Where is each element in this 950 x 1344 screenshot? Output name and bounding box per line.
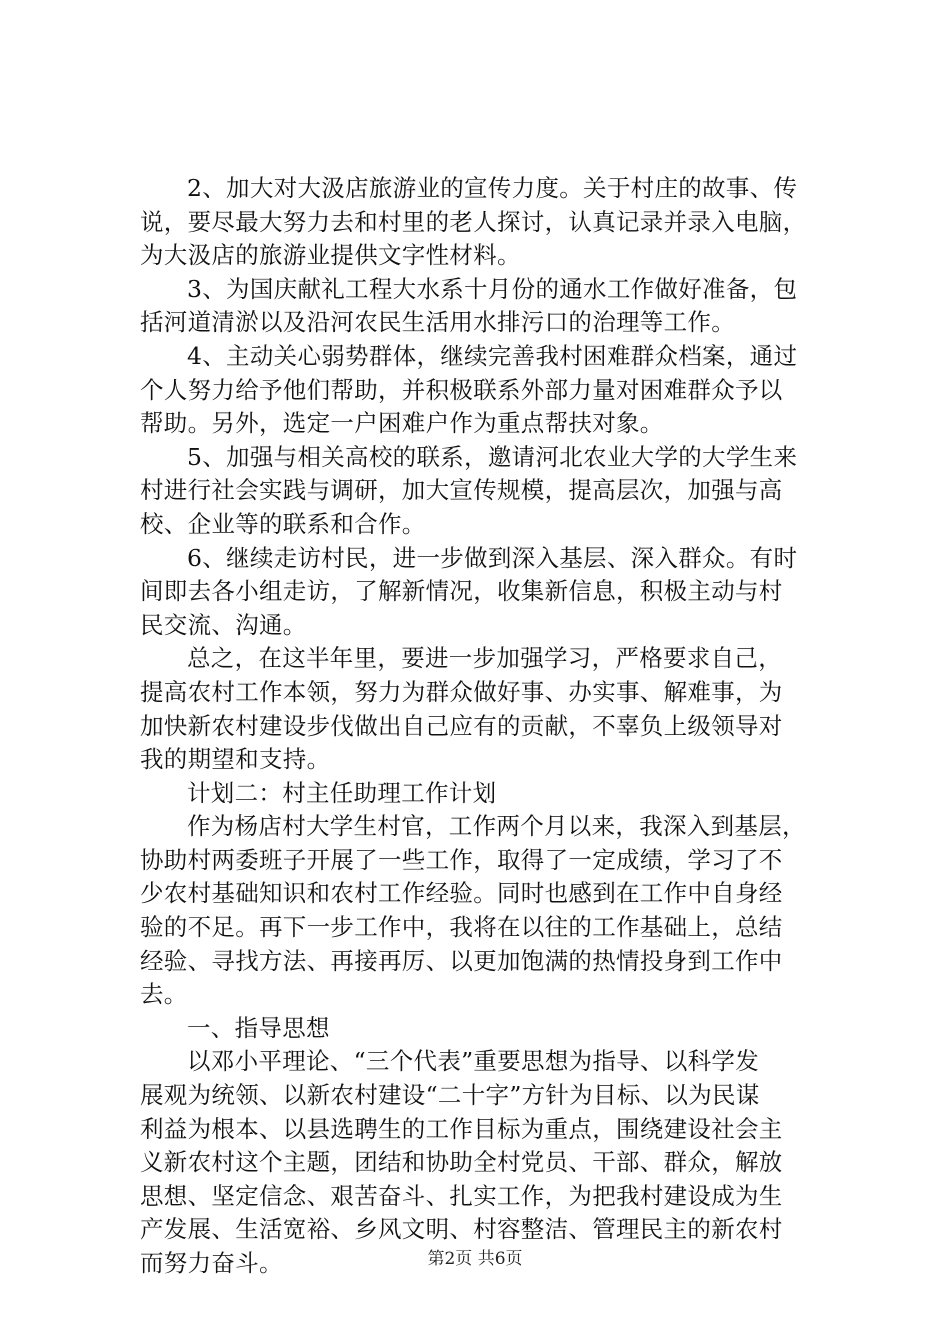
page-footer: 第2页 共6页 [427,1249,523,1269]
text-line: 3、为国庆献礼工程大水系十月份的通水工作做好准备，包 [187,274,798,303]
text-line: 括河道清淤以及沿河农民生活用水排污口的治理等工作。 [140,308,735,337]
text-line: 提高农村工作本领，努力为群众做好事、办实事、解难事，为 [140,677,783,706]
text-line: 总之，在这半年里，要进一步加强学习，严格要求自己， [187,644,782,673]
text-line: 一、指导思想 [187,1013,330,1042]
text-line: 4、主动关心弱势群体，继续完善我村困难群众档案，通过 [187,341,798,370]
text-line: 验的不足。再下一步工作中，我将在以往的工作基础上，总结 [140,913,783,942]
paragraph [140,340,830,441]
text-line: 说，要尽最大努力去和村里的老人探讨，认真记录并录入电脑， [140,207,807,236]
text-line: 个人努力给予他们帮助，并积极联系外部力量对困难群众予以 [140,375,783,404]
text-line: 思想、坚定信念、艰苦奋斗、扎实工作，为把我村建设成为生 [140,1181,783,1210]
text-line: 产发展、生活宽裕、乡风文明、村容整洁、管理民主的新农村 [140,1215,783,1244]
text-line: 5、加强与相关高校的联系，邀请河北农业大学的大学生来 [187,442,798,471]
text-line: 6、继续走访村民，进一步做到深入基层、深入群众。有时 [187,543,798,572]
text-line: 村进行社会实践与调研，加大宣传规模，提高层次，加强与高 [140,476,783,505]
text-line: 作为杨店村大学生村官，工作两个月以来，我深入到基层， [187,812,806,841]
paragraph [140,273,830,340]
text-line: 协助村两委班子开展了一些工作，取得了一定成绩，学习了不 [140,845,783,874]
text-line: 计划二：村主任助理工作计划 [187,778,497,807]
document-body [140,172,830,1281]
paragraph [140,542,830,643]
text-line: 校、企业等的联系和合作。 [140,509,426,538]
paragraph [140,172,830,273]
text-line: 去。 [140,980,188,1009]
text-line: 为大汲店的旅游业提供文字性材料。 [140,241,521,270]
paragraph [140,1012,830,1046]
text-line: 义新农村这个主题，团结和协助全村党员、干部、群众，解放 [140,1148,783,1177]
paragraph [140,777,830,811]
text-line: 而努力奋斗。 [140,1249,283,1277]
text-line: 展观为统领、以新农村建设“二十字”方针为目标、以为民谋 [140,1081,760,1110]
text-line: 2、加大对大汲店旅游业的宣传力度。关于村庄的故事、传 [187,174,798,202]
text-line: 经验、寻找方法、再接再厉、以更加饱满的热情投身到工作中 [140,946,783,975]
paragraph [140,810,830,1012]
text-line: 加快新农村建设步伐做出自己应有的贡献，不辜负上级领导对 [140,711,783,740]
paragraph [140,441,830,542]
text-line: 利益为根本、以县选聘生的工作目标为重点，围绕建设社会主 [140,1114,783,1143]
text-line: 民交流、沟通。 [140,610,307,639]
paragraph [140,642,830,776]
text-line: 以邓小平理论、“三个代表”重要思想为指导、以科学发 [187,1047,760,1076]
text-line: 帮助。另外，选定一户困难户作为重点帮扶对象。 [140,409,664,438]
text-line: 间即去各小组走访，了解新情况，收集新信息，积极主动与村 [140,577,783,606]
text-line: 我的期望和支持。 [140,745,331,774]
text-line: 少农村基础知识和农村工作经验。同时也感到在工作中自身经 [140,879,783,908]
